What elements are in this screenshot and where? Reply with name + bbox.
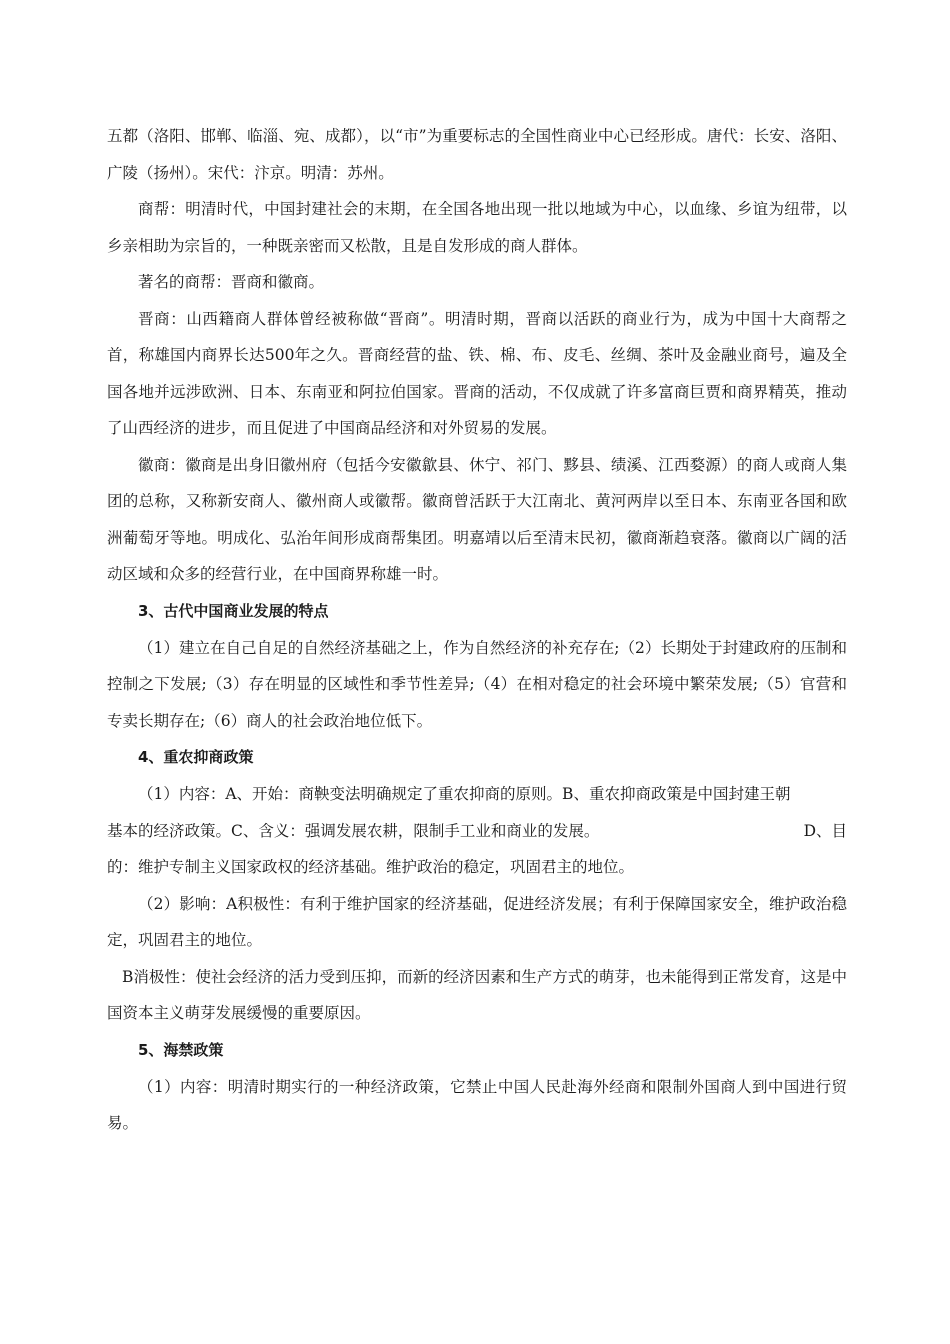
section-heading-4: 4、重农抑商政策 bbox=[138, 748, 254, 766]
paragraph-policy-content bbox=[107, 776, 847, 886]
paragraph-policy-negative: B消极性：使社会经济的活力受到压抑，而新的经济因素和生产方式的萌芽，也未能得到正常发育，这是中国资本主义萌芽发展缓慢的重要原因。 bbox=[107, 967, 847, 1022]
section-heading-3: 3、古代中国商业发展的特点 bbox=[138, 601, 329, 620]
paragraph-sea-ban: （1）内容：明清时期实行的一种经济政策，它禁止中国人民赴海外经商和限制外国商人到中国进行贸易。 bbox=[107, 1077, 847, 1132]
document-page bbox=[107, 118, 847, 1142]
policy-content-line-3: 的：维护专制主义国家政权的经济基础。维护政治的稳定，巩固君主的地位。 bbox=[107, 858, 635, 876]
paragraph-jin-merchants: 晋商：山西籍商人群体曾经被称做“晋商”。明清时期，晋商以活跃的商业行为，成为中国十大商帮之首，称雄国内商界长达500年之久。晋商经营的盐、铁、棉、布、皮毛、丝绸、茶叶及金融业商号，遍及全国各地并远涉欧洲、日本、东南亚和阿拉伯国家。晋商的活动，不仅成就了许多富商巨贾和商界精英，推动了山西经济的进步，而且促进了中国商品经济和对外贸易的发展。 bbox=[107, 309, 847, 437]
policy-content-line-2 bbox=[107, 813, 847, 850]
paragraph-famous-guilds: 著名的商帮：晋商和徽商。 bbox=[138, 273, 325, 291]
policy-content-line-2-right: D、目 bbox=[803, 821, 847, 840]
paragraph-five-capitals: 五都（洛阳、邯郸、临淄、宛、成都），以“市”为重要标志的全国性商业中心已经形成。唐代：长安、洛阳、广陵（扬州）。宋代：汴京。明清：苏州。 bbox=[107, 127, 847, 182]
paragraph-commerce-features: （1）建立在自己自足的自然经济基础之上，作为自然经济的补充存在;（2）长期处于封建政府的压制和控制之下发展;（3）存在明显的区域性和季节性差异;（4）在相对稳定的社会环境中繁荣发展;（5）官营和专卖长期存在;（6）商人的社会政治地位低下。 bbox=[107, 638, 847, 730]
policy-content-line-1: （1）内容：A、开始：商鞅变法明确规定了重农抑商的原则。B、重农抑商政策是中国封建王朝 bbox=[138, 785, 791, 803]
section-heading-5: 5、海禁政策 bbox=[138, 1040, 224, 1059]
paragraph-hui-merchants: 徽商：徽商是出身旧徽州府（包括今安徽歙县、休宁、祁门、黟县、绩溪、江西婺源）的商人或商人集团的总称，又称新安商人、徽州商人或徽帮。徽商曾活跃于大江南北、黄河两岸以至日本、东南亚各国和欧洲葡萄牙等地。明成化、弘治年间形成商帮集团。明嘉靖以后至清末民初，徽商渐趋衰落。徽商以广阔的活动区域和众多的经营行业，在中国商界称雄一时。 bbox=[107, 455, 847, 583]
paragraph-merchant-guilds: 商帮：明清时代，中国封建社会的末期，在全国各地出现一批以地域为中心，以血缘、乡谊为纽带，以乡亲相助为宗旨的，一种既亲密而又松散，且是自发形成的商人群体。 bbox=[107, 200, 847, 255]
paragraph-policy-influence: （2）影响：A积极性：有利于维护国家的经济基础，促进经济发展；有利于保障国家安全，维护政治稳定，巩固君主的地位。 bbox=[107, 894, 847, 949]
policy-content-line-2-left: 基本的经济政策。C、含义：强调发展农耕，限制手工业和商业的发展。 bbox=[107, 821, 600, 840]
